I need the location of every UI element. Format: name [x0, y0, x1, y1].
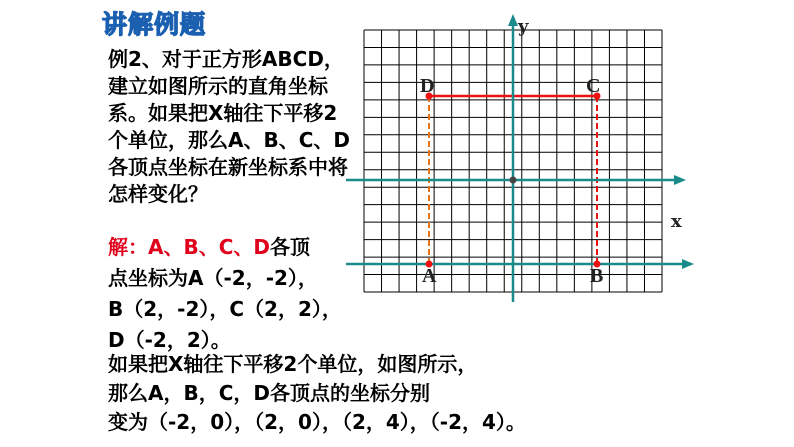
problem-text: 例2、对于正方形ABCD，建立如图所示的直角坐标系。如果把X轴往下平移2个单位，那么A、B、C、D各顶点坐标在新坐标系中将怎样变化？: [108, 47, 351, 206]
answer-line-2: 点坐标为A（-2，-2），: [108, 266, 318, 290]
point-label-c: C: [586, 75, 601, 97]
origin-dot: [510, 177, 517, 184]
answer-line-3: B（2，-2），C（2，2），: [108, 297, 342, 321]
lesson-title: 讲解例题: [102, 10, 207, 39]
answer-line-1-rest: 各顶: [270, 235, 311, 259]
answer-line-4: D（-2，2）。: [108, 328, 231, 352]
conclusion-line-3: 变为（-2，0），（2，0），（2，4），（-2，4）。: [108, 410, 526, 434]
y-axis-arrow: [508, 14, 518, 26]
point-label-d: D: [420, 75, 435, 97]
axes: [346, 14, 694, 302]
conclusion-line-1: 如果把X轴往下平移2个单位，如图所示，: [108, 352, 478, 376]
answer-label: 解：A、B、C、D: [108, 235, 271, 259]
y-axis-label: y: [518, 16, 529, 37]
conclusion-line-2: 那么A，B，C，D各顶点的坐标分别: [108, 381, 431, 405]
shifted-x-axis-arrow: [682, 259, 694, 269]
x-axis-label: x: [671, 211, 682, 232]
point-label-b: B: [590, 265, 604, 287]
point-label-a: A: [422, 265, 437, 287]
x-axis-arrow: [674, 175, 686, 185]
